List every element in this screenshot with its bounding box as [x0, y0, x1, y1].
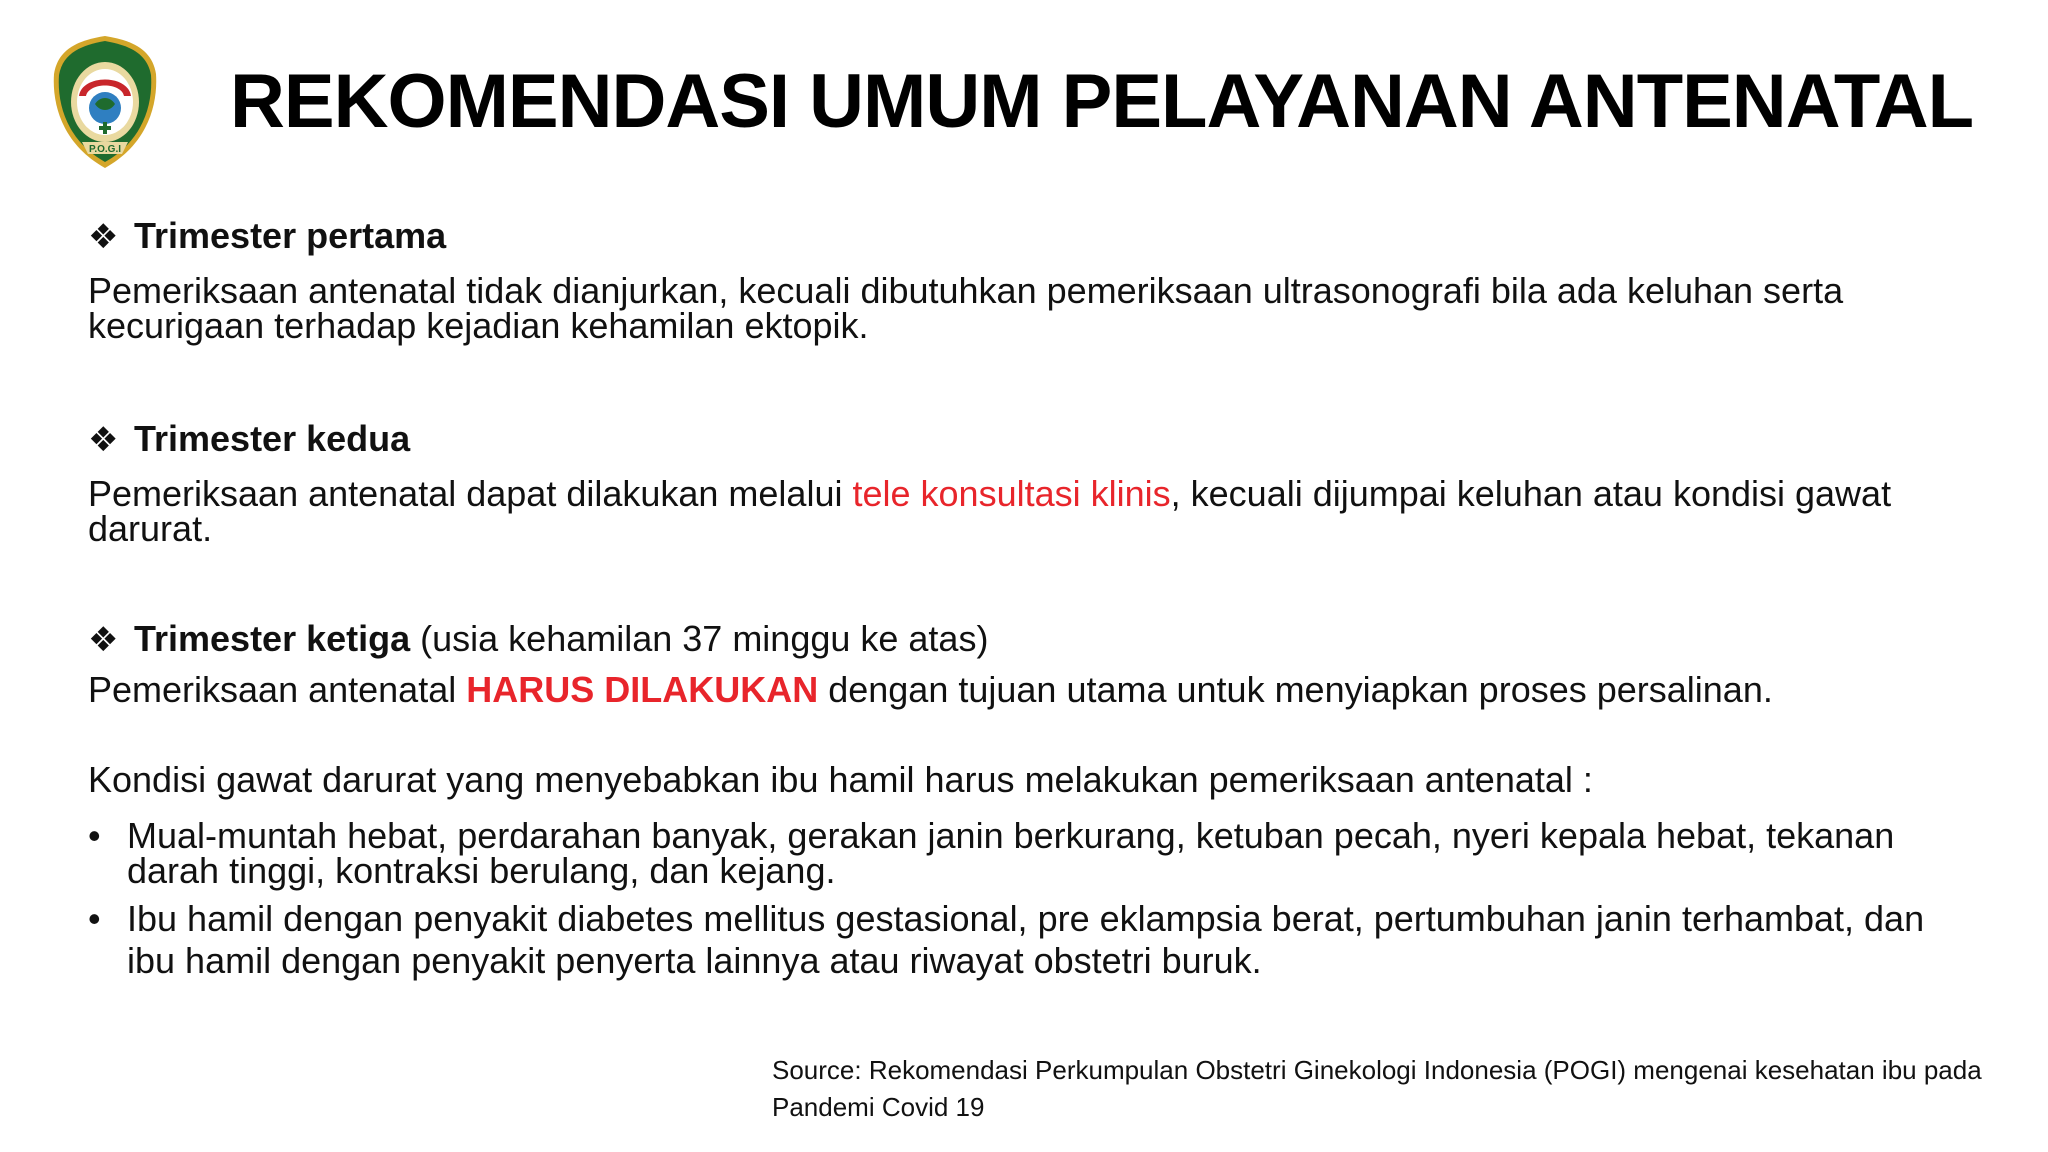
body-text: Pemeriksaan antenatal — [88, 669, 467, 710]
list-item-text: Mual-muntah hebat, perdarahan banyak, gerakan janin berkurang, ketuban pecah, nyeri kepala hebat, tekanan darah tinggi, kontraksi berulang, dan kejang. — [127, 815, 1895, 891]
body-highlight: tele konsultasi klinis — [852, 473, 1171, 514]
bullet-dot-icon: • — [88, 815, 101, 856]
heading-text: Trimester ketiga — [134, 618, 411, 659]
section-trimester-kedua — [88, 417, 1988, 549]
diamond-bullet-icon: ❖ — [88, 621, 119, 659]
section-body — [88, 473, 1988, 549]
body-highlight: HARUS DILAKUKAN — [466, 669, 819, 710]
intro-text: Kondisi gawat darurat yang menyebabkan ibu hamil harus melakukan pemeriksaan antenatal : — [88, 759, 1593, 800]
logo-text: P.O.G.I — [88, 144, 122, 155]
section-heading — [88, 617, 1988, 662]
source-citation: Source: Rekomendasi Perkumpulan Obstetri Ginekologi Indonesia (POGI) mengenai kesehatan ibu pada Pandemi Covid 19 — [772, 1055, 1982, 1122]
emergency-intro — [88, 759, 1988, 800]
heading-text: Trimester kedua — [134, 418, 411, 459]
page-title: REKOMENDASI UMUM PELAYANAN ANTENATAL — [230, 59, 1974, 144]
diamond-bullet-icon: ❖ — [88, 218, 119, 256]
bullet-dot-icon: • — [88, 898, 101, 939]
body-text: dengan tujuan utama untuk menyiapkan proses persalinan. — [818, 669, 1773, 710]
list-item — [88, 815, 1968, 891]
heading-suffix: (usia kehamilan 37 minggu ke atas) — [410, 618, 989, 659]
section-body: Pemeriksaan antenatal tidak dianjurkan, kecuali dibutuhkan pemeriksaan ultrasonografi bila ada keluhan serta kecurigaan terhadap kejadian kehamilan ektopik. — [88, 270, 1844, 346]
list-item-text: Ibu hamil dengan penyakit diabetes mellitus gestasional, pre eklampsia berat, pertumbuhan janin terhambat, dan ibu hamil dengan penyakit penyerta lainnya atau riwayat obstetri buruk. — [127, 898, 1925, 981]
heading-text: Trimester pertama — [134, 215, 447, 256]
section-heading — [88, 417, 1988, 462]
diamond-bullet-icon: ❖ — [88, 421, 119, 459]
body-text: , kecuali dijumpai keluhan atau kondisi gawat darurat. — [88, 473, 1892, 549]
section-trimester-ketiga — [88, 617, 1988, 710]
pogi-logo — [52, 34, 158, 170]
body-text: Pemeriksaan antenatal dapat dilakukan melalui — [88, 473, 853, 514]
list-item — [88, 898, 1968, 982]
section-trimester-pertama — [88, 214, 1988, 346]
section-heading — [88, 214, 1988, 259]
emergency-list — [88, 815, 1968, 992]
pogi-emblem-icon — [52, 34, 158, 170]
section-body — [88, 669, 1988, 710]
